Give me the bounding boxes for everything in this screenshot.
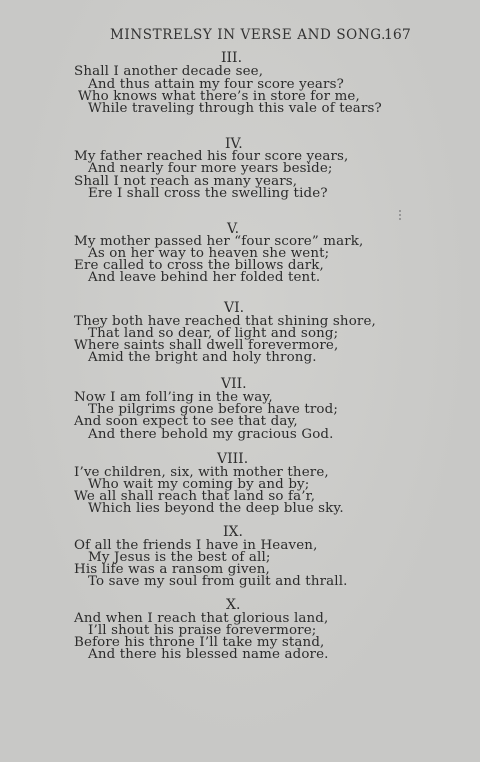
verse-line: And there his blessed name adore. (88, 647, 329, 662)
page-number: 167 (384, 27, 411, 43)
stanza-numeral: IX. (223, 524, 243, 540)
verse-line: Of all the friends I have in Heaven, (74, 538, 318, 553)
stanza-numeral: VI. (224, 300, 245, 316)
verse-line: Who wait my coming by and by; (88, 477, 310, 492)
verse-line: My mother passed her “four score” mark, (74, 234, 364, 249)
verse-line: Now I am foll’ing in the way, (74, 390, 273, 405)
stanza-numeral: III. (221, 50, 243, 66)
verse-line: I’ve children, six, with mother there, (74, 465, 329, 480)
verse-line: Before his throne I’ll take my stand, (74, 635, 325, 650)
verse-line: Shall I another decade see, (74, 64, 264, 79)
verse-line: The pilgrims gone before have trod; (88, 402, 339, 417)
running-header: MINSTRELSY IN VERSE AND SONG. (110, 27, 387, 43)
verse-line: Which lies beyond the deep blue sky. (88, 501, 344, 516)
verse-line: And thus attain my four score years? (88, 77, 344, 92)
verse-line: And when I reach that glorious land, (74, 611, 329, 626)
stanza-numeral: VIII. (217, 451, 249, 467)
verse-line: We all shall reach that land so fa’r, (74, 489, 316, 504)
verse-line: And nearly four more years beside; (88, 161, 333, 176)
verse-line: That land so dear, of light and song; (88, 326, 339, 341)
stanza-numeral: V. (227, 221, 240, 237)
verse-line: Ere I shall cross the swelling tide? (88, 186, 328, 201)
paper-blemish (399, 210, 401, 222)
verse-line: My father reached his four score years, (74, 149, 349, 164)
verse-line: I’ll shout his praise forevermore; (88, 623, 317, 638)
verse-line: They both have reached that shining shore, (74, 314, 376, 329)
verse-line: Ere called to cross the billows dark, (74, 258, 324, 273)
verse-line: Where saints shall dwell forevermore, (74, 338, 339, 353)
verse-line: And soon expect to see that day, (74, 414, 298, 429)
verse-line: While traveling through this vale of tears? (88, 101, 382, 116)
verse-line: Shall I not reach as many years, (74, 174, 298, 189)
verse-line: And there behold my gracious God. (88, 427, 334, 442)
stanza-numeral: VII. (221, 376, 247, 392)
verse-line: His life was a ransom given, (74, 562, 270, 577)
verse-line: Amid the bright and holy throng. (88, 350, 317, 365)
verse-line: And leave behind her folded tent. (88, 270, 321, 285)
verse-line: As on her way to heaven she went; (88, 246, 330, 261)
stanza-numeral: IV. (225, 136, 243, 152)
verse-line: My Jesus is the best of all; (88, 550, 271, 565)
stanza-numeral: X. (226, 597, 241, 613)
verse-line: To save my soul from guilt and thrall. (88, 574, 348, 589)
verse-line: Who knows what there’s in store for me, (78, 89, 360, 104)
